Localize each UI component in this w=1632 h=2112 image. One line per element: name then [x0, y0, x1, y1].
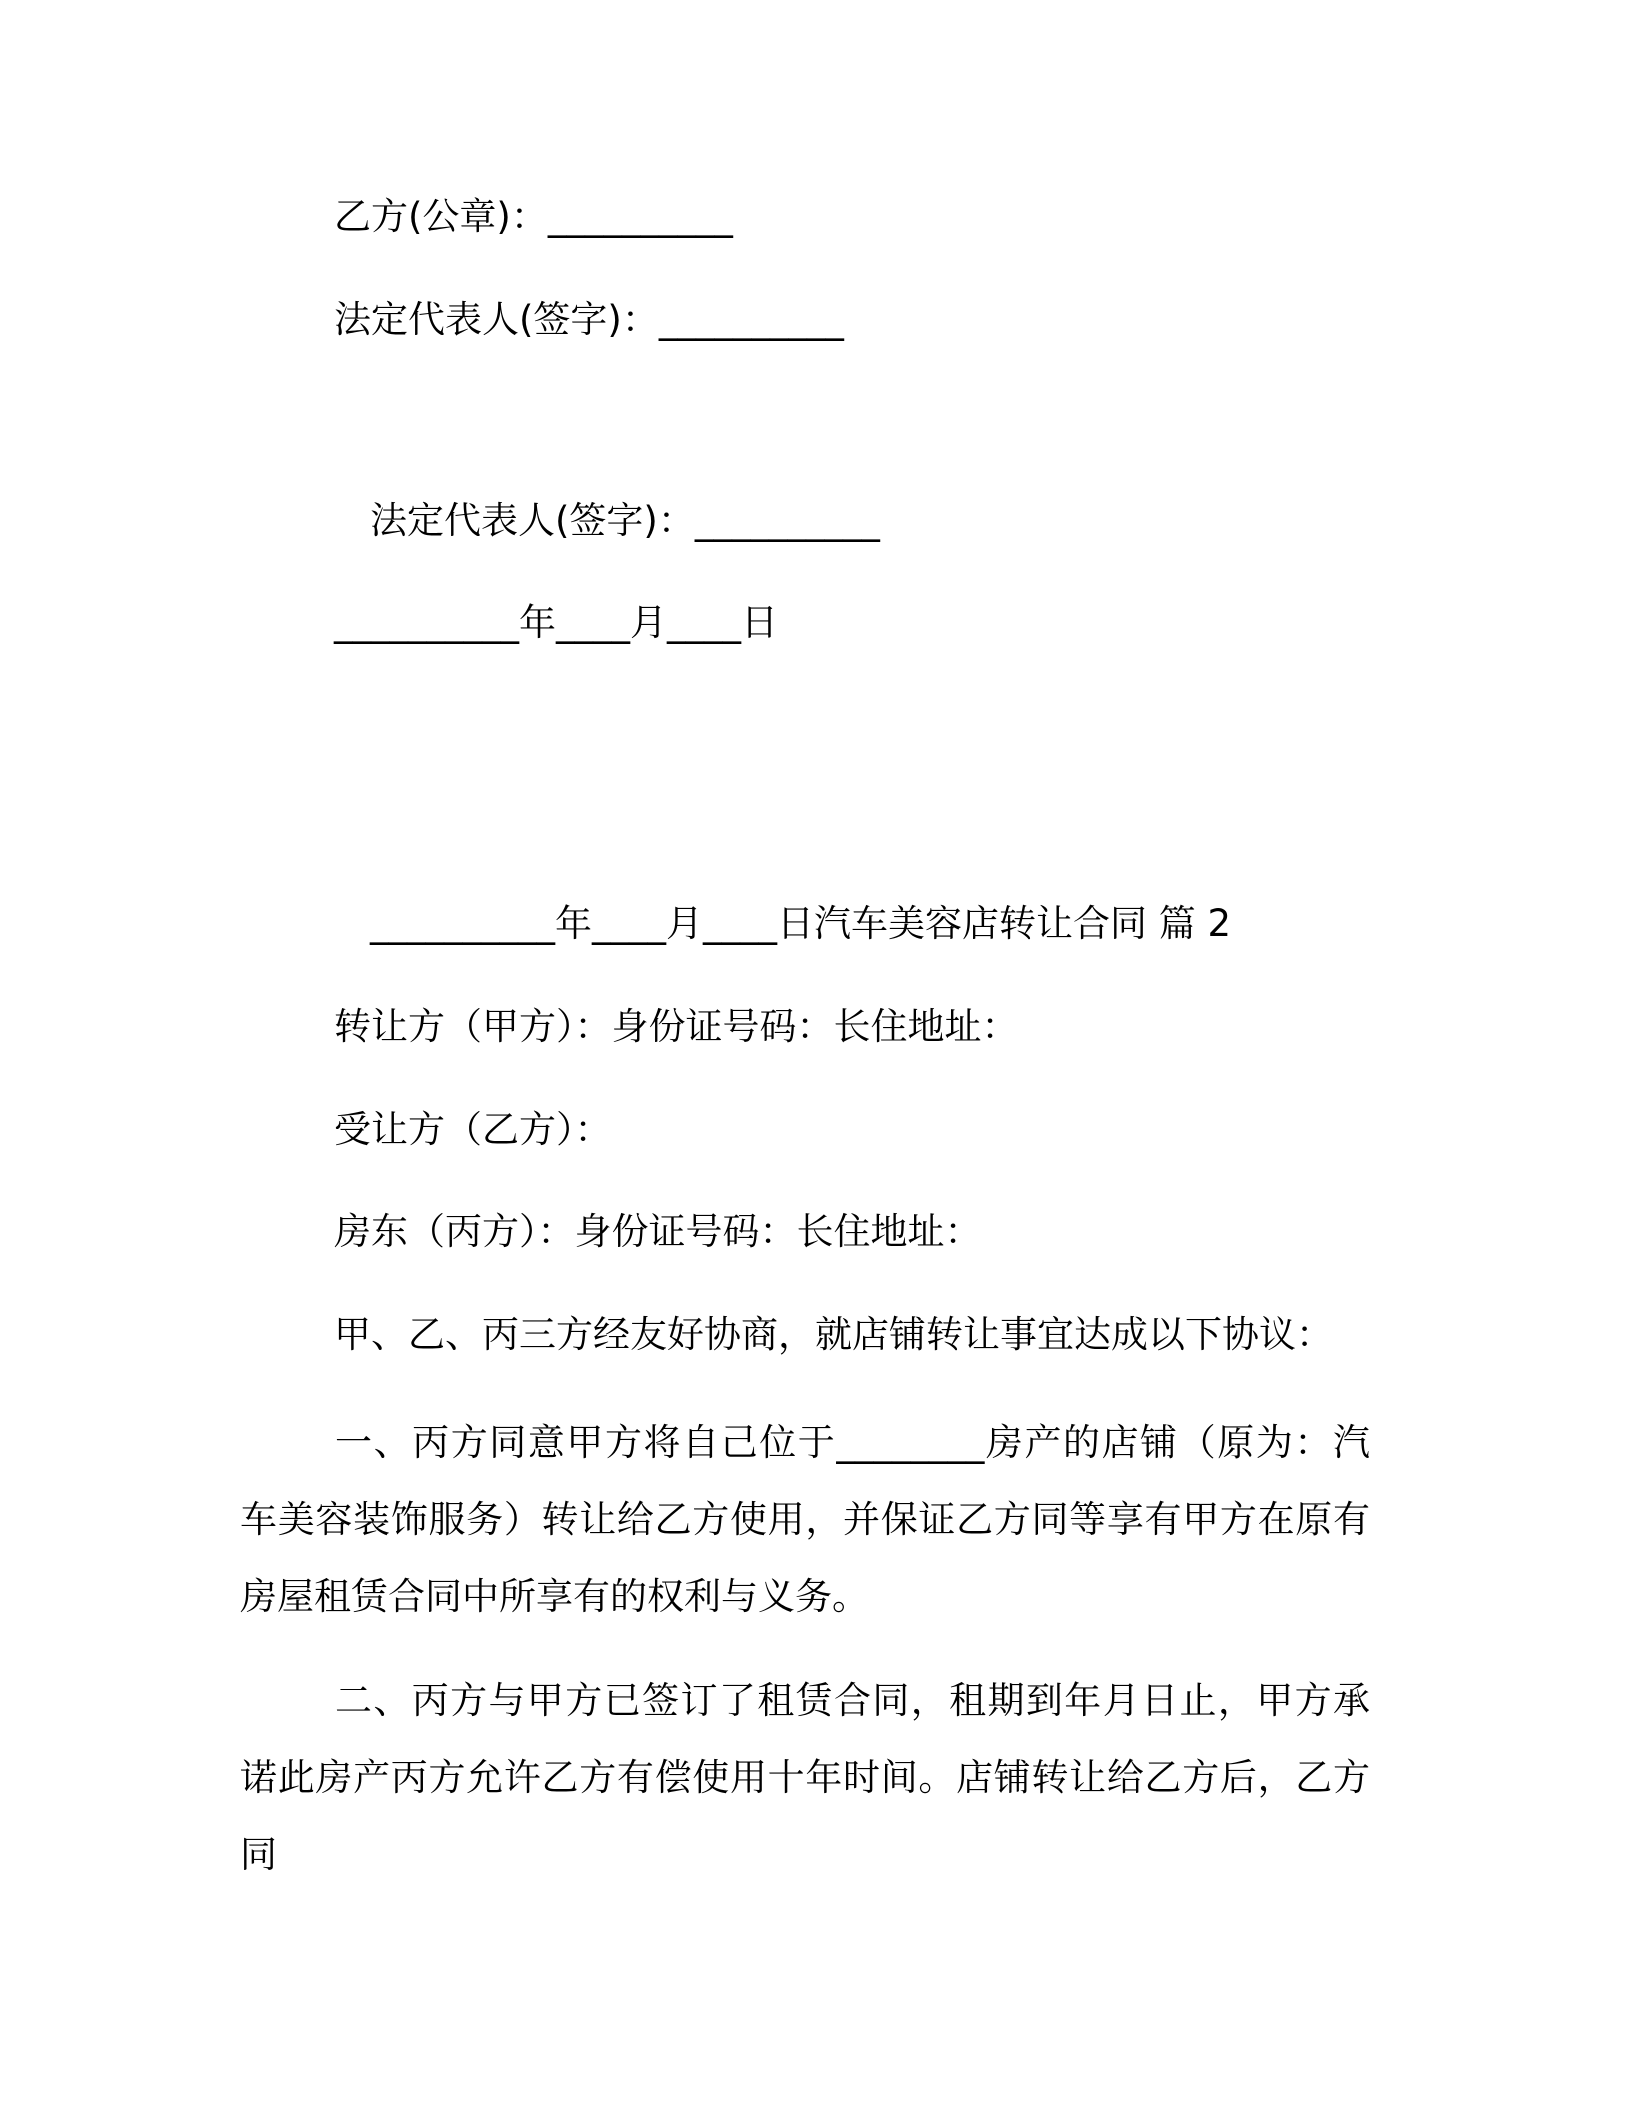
transferor-line: 转让方（甲方）：身份证号码：长住地址： — [334, 1005, 1019, 1048]
legal-rep-signature-line: 法定代表人(签字)：__________ — [370, 499, 880, 542]
signature-date-line: __________年____月____日 — [334, 601, 778, 644]
landlord-line: 房东（丙方）：身份证号码：长住地址： — [334, 1210, 982, 1253]
contract-title: __________年____月____日汽车美容店转让合同 篇 2 — [370, 902, 1232, 945]
clause-2-paragraph: 二、丙方与甲方已签订了租赁合同，租期到年月日止，甲方承诺此房产丙方允许乙方有偿使用十年时间。店铺转让给乙方后，乙方同 — [240, 1679, 1370, 1876]
preamble-line: 甲、乙、丙三方经友好协商，就店铺转让事宜达成以下协议： — [334, 1313, 1333, 1356]
clause-1-paragraph: 一、丙方同意甲方将自己位于________房产的店铺（原为：汽车美容装饰服务）转让给乙方使用，并保证乙方同等享有甲方在原有房屋租赁合同中所享有的权利与义务。 — [240, 1421, 1370, 1618]
transferee-line: 受让方（乙方）： — [334, 1108, 612, 1151]
party-b-seal-line: 乙方(公章)：__________ — [334, 195, 733, 238]
legal-rep-signature-line: 法定代表人(签字)：__________ — [334, 298, 844, 341]
